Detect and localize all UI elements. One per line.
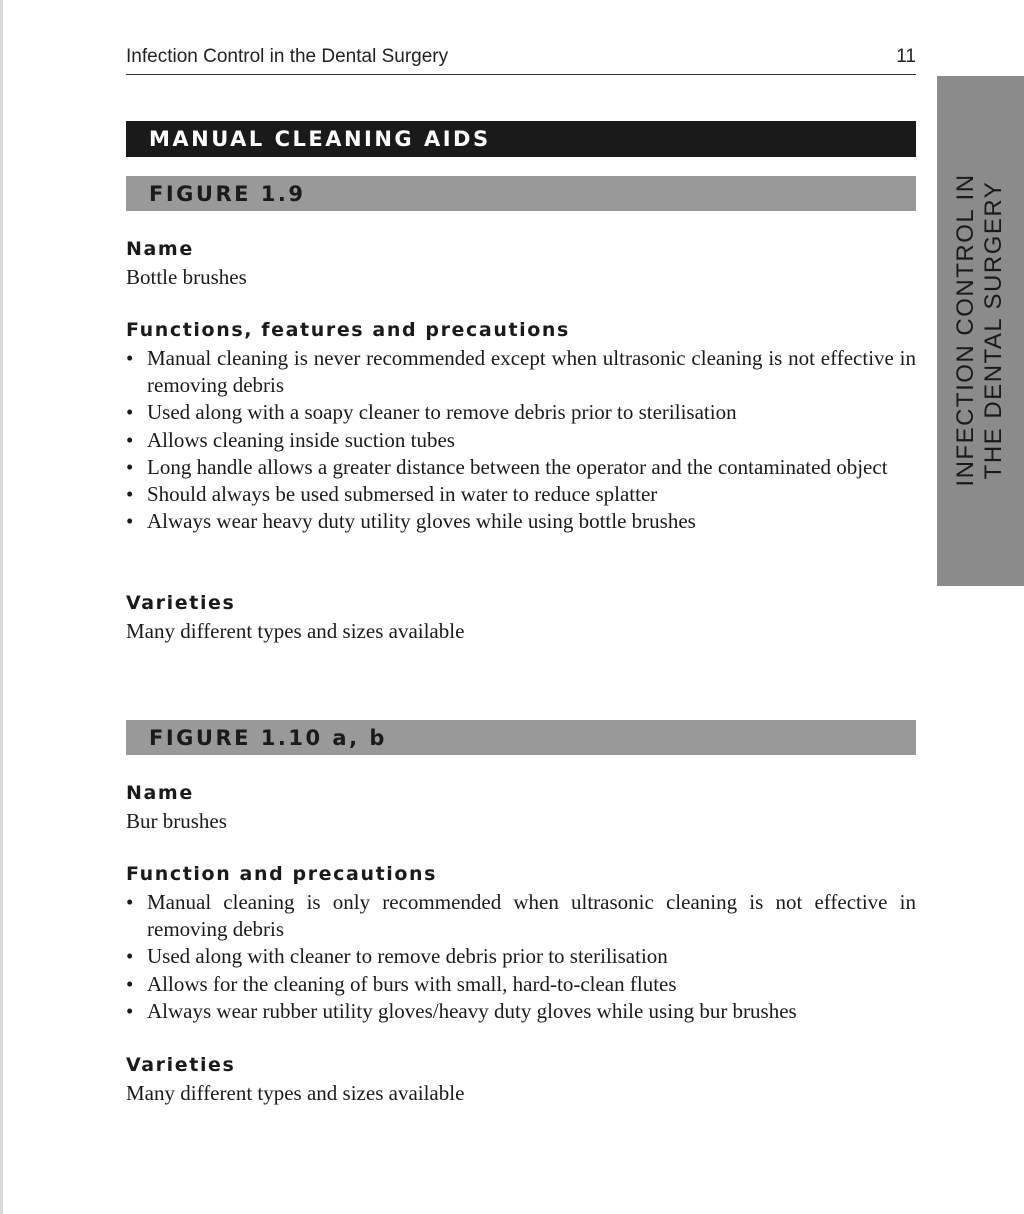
figure-1-9-name: Bottle brushes	[126, 265, 247, 289]
figure-1-9-varieties-heading: Varieties	[126, 592, 236, 614]
running-head	[126, 44, 916, 75]
list-item: • Should always be used submersed in water to reduce splatter	[126, 481, 916, 508]
figure-1-10-functions-heading: Function and precautions	[126, 863, 438, 885]
figure-1-10-bar: FIGURE 1.10 a, b	[126, 720, 916, 755]
list-item: • Allows for the cleaning of burs with small, hard-to-clean flutes	[126, 971, 916, 998]
figure-1-10-name: Bur brushes	[126, 809, 227, 833]
page-number: 11	[896, 46, 916, 67]
list-item: • Always wear rubber utility gloves/heavy duty gloves while using bur brushes	[126, 998, 916, 1025]
side-tab-line-2: THE DENTAL SURGERY	[980, 180, 1007, 480]
figure-1-9-functions-heading: Functions, features and precautions	[126, 319, 570, 341]
figure-1-9-name-heading: Name	[126, 238, 194, 260]
list-item: • Allows cleaning inside suction tubes	[126, 427, 916, 454]
list-item: • Always wear heavy duty utility gloves while using bottle brushes	[126, 508, 916, 535]
figure-1-10-varieties-heading: Varieties	[126, 1054, 236, 1076]
page-edge	[0, 0, 3, 1214]
running-head-title: Infection Control in the Dental Surgery	[126, 46, 449, 67]
list-item: • Used along with cleaner to remove debris prior to sterilisation	[126, 943, 916, 970]
list-item: • Manual cleaning is only recommended when ultrasonic cleaning is not effective in removing debris	[126, 889, 916, 943]
figure-1-9-bullet-list	[126, 345, 916, 535]
section-title-bar: MANUAL CLEANING AIDS	[126, 121, 916, 157]
side-tab-line-1: INFECTION CONTROL IN	[952, 173, 979, 487]
figure-1-9-bar: FIGURE 1.9	[126, 176, 916, 211]
list-item: • Manual cleaning is never recommended except when ultrasonic cleaning is not effective in removing debris	[126, 345, 916, 399]
list-item: • Used along with a soapy cleaner to remove debris prior to sterilisation	[126, 399, 916, 426]
figure-1-10-varieties: Many different types and sizes available	[126, 1081, 465, 1105]
list-item: • Long handle allows a greater distance between the operator and the contaminated object	[126, 454, 916, 481]
chapter-side-tab-label	[952, 150, 1008, 510]
figure-1-10-bullet-list	[126, 889, 916, 1025]
figure-1-10-name-heading: Name	[126, 782, 194, 804]
figure-1-9-varieties: Many different types and sizes available	[126, 619, 465, 643]
